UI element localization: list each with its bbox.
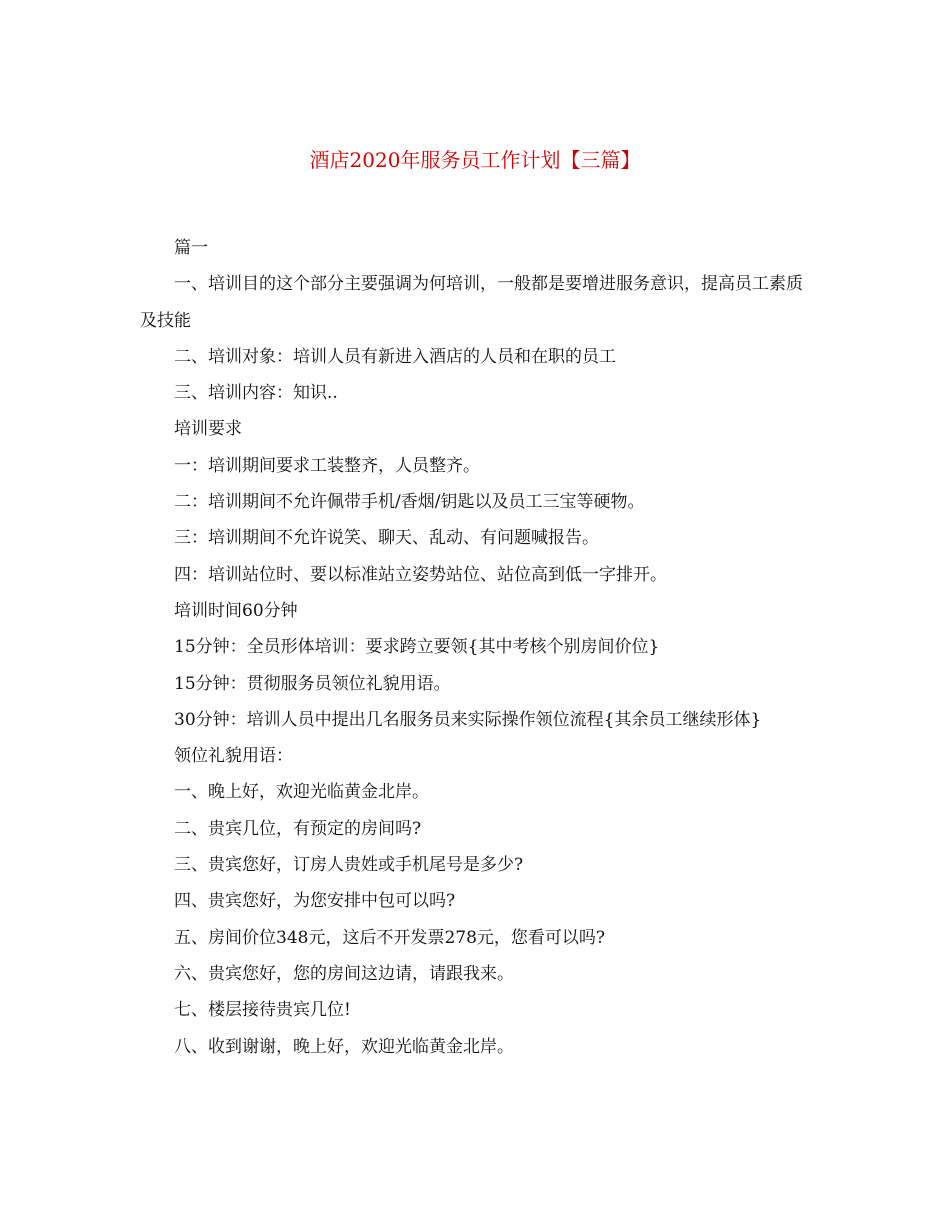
paragraph-phrase-8: 八、收到谢谢，晚上好，欢迎光临黄金北岸。 bbox=[174, 1036, 514, 1057]
paragraph-requirements-heading: 培训要求 bbox=[174, 419, 242, 440]
paragraph-requirement-4: 四：培训站位时、要以标准站立姿势站位、站位高到低一字排开。 bbox=[174, 564, 667, 585]
paragraph-phrase-2: 二、贵宾几位，有预定的房间吗? bbox=[174, 818, 422, 839]
document-body bbox=[140, 230, 812, 1065]
document-title: 酒店2020年服务员工作计划【三篇】 bbox=[309, 148, 641, 172]
paragraph-training-content: 三、培训内容：知识.. bbox=[174, 383, 338, 404]
paragraph-schedule-2: 15分钟：贯彻服务员领位礼貌用语。 bbox=[174, 673, 451, 694]
paragraph-phrase-7: 七、楼层接待贵宾几位! bbox=[174, 1000, 351, 1021]
paragraph-section-heading: 篇一 bbox=[174, 238, 208, 258]
paragraph-phrase-3: 三、贵宾您好，订房人贵姓或手机尾号是多少? bbox=[174, 855, 524, 876]
paragraph-training-time: 培训时间60分钟 bbox=[174, 600, 298, 621]
paragraph-phrase-1: 一、晚上好，欢迎光临黄金北岸。 bbox=[174, 782, 429, 803]
paragraph-schedule-3: 30分钟：培训人员中提出几名服务员来实际操作领位流程{其余员工继续形体} bbox=[174, 709, 762, 730]
paragraph-requirement-2: 二：培训期间不允许佩带手机/香烟/钥匙以及员工三宝等硬物。 bbox=[174, 492, 645, 513]
paragraph-schedule-1: 15分钟：全员形体培训：要求跨立要领{其中考核个别房间价位} bbox=[174, 637, 660, 658]
paragraph-phrase-5: 五、房间价位348元，这后不开发票278元，您看可以吗? bbox=[174, 927, 606, 948]
paragraph-requirement-1: 一：培训期间要求工装整齐，人员整齐。 bbox=[174, 455, 480, 476]
paragraph-requirement-3: 三：培训期间不允许说笑、聊天、乱动、有问题喊报告。 bbox=[174, 528, 599, 549]
paragraph-training-purpose: 一、培训目的这个部分主要强调为何培训，一般都是要增进服务意识，提高员工素质及技能 bbox=[140, 274, 803, 331]
paragraph-phrases-heading: 领位礼貌用语： bbox=[174, 746, 293, 767]
paragraph-phrase-6: 六、贵宾您好，您的房间这边请，请跟我来。 bbox=[174, 963, 514, 984]
paragraph-phrase-4: 四、贵宾您好，为您安排中包可以吗? bbox=[174, 891, 456, 912]
paragraph-training-target: 二、培训对象：培训人员有新进入酒店的人员和在职的员工 bbox=[174, 346, 616, 367]
